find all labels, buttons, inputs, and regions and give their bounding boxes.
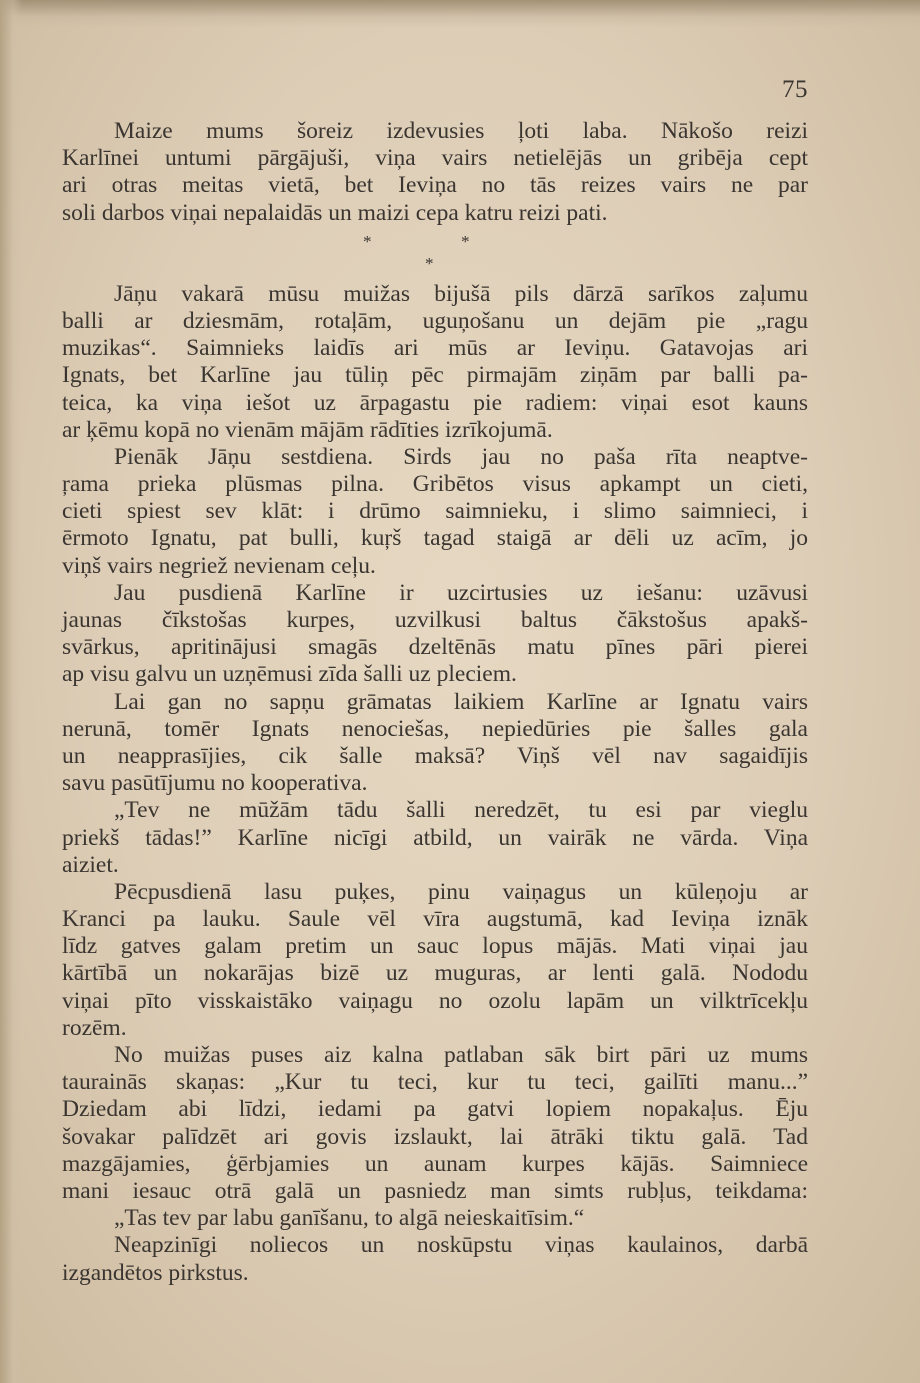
text-line: taurainās skaņas: „Kur tu teci, kur tu teci, gailīti manu...” <box>62 1069 808 1096</box>
text-line: nerunā, tomēr Ignats nenociešas, nepiedūries pie šalles gala <box>62 715 808 742</box>
paragraph <box>62 444 808 580</box>
text-line: šovakar palīdzēt ari govis izslaukt, lai ātrāki tiktu galā. Tad <box>62 1123 808 1150</box>
paragraph <box>62 1205 808 1232</box>
text-line: Dziedam abi līdzi, iedami pa gatvi lopiem nopakaļus. Ēju <box>62 1096 808 1123</box>
text-line: Lai gan no sapņu grāmatas laikiem Karlīne ar Ignatu vairs <box>114 688 808 715</box>
paragraph <box>62 689 808 798</box>
asterisk-ornament: * <box>461 231 470 251</box>
section-separator <box>62 227 808 281</box>
text-line: viņš vairs negriež nevienam ceļu. <box>62 552 376 579</box>
text-line: mani iesauc otrā galā un pasniedz man simts rubļus, teikdama: <box>62 1177 808 1204</box>
text-line: ērmoto Ignatu, pat bulli, kuŗš tagad staigā ar dēli uz acīm, jo <box>62 525 808 552</box>
text-line: ar ķēmu kopā no vienām mājām rādīties izrīkojumā. <box>62 416 553 443</box>
text-line: Pienāk Jāņu sestdiena. Sirds jau no paša rīta neaptve- <box>114 443 808 470</box>
text-line: Karlīnei untumi pārgājuši, viņa vairs netielējās un gribēja cept <box>62 145 808 172</box>
text-line: cieti spiest sev klāt: i drūmo saimnieku, i slimo saimnieci, i <box>62 498 808 525</box>
text-line: Ignats, bet Karlīne jau tūliņ pēc pirmajām ziņām par balli pa- <box>62 362 808 389</box>
text-line: līdz gatves galam pretim un sauc lopus mājās. Mati viņai jau <box>62 933 808 960</box>
page-number: 75 <box>782 76 808 103</box>
text-line: ap visu galvu un uzņēmusi zīda šalli uz pleciem. <box>62 661 517 688</box>
text-line: „Tev ne mūžām tādu šalli neredzēt, tu esi par vieglu <box>114 797 808 824</box>
asterisk-ornament: * <box>425 253 434 273</box>
text-line: aiziet. <box>62 851 119 878</box>
text-line: No muižas puses aiz kalna patlaban sāk birt pāri uz mums <box>114 1042 808 1068</box>
text-line: Jau pusdienā Karlīne ir uzcirtusies uz iešanu: uzāvusi <box>114 579 808 606</box>
text-line: izgandētos pirkstus. <box>62 1259 249 1286</box>
paragraph <box>62 118 808 227</box>
text-line: balli ar dziesmām, rotaļām, uguņošanu un dejām pie „ragu <box>62 307 808 334</box>
paragraph <box>62 797 808 879</box>
text-line: priekš tādas!” Karlīne nicīgi atbild, un vairāk ne vārda. Viņa <box>62 824 808 851</box>
text-line: Jāņu vakarā mūsu muižas bijušā pils dārzā sarīkos zaļumu <box>114 280 808 307</box>
page-left-edge-shadow <box>0 0 22 1383</box>
paragraph <box>62 879 808 1042</box>
page-body-text <box>62 118 808 1287</box>
text-line: Pēcpusdienā lasu puķes, pinu vaiņagus un kūleņoju ar <box>114 878 808 905</box>
paragraph <box>62 281 808 444</box>
text-line: Maize mums šoreiz izdevusies ļoti laba. Nākošo reizi <box>114 118 808 144</box>
text-line: teica, ka viņa iešot uz ārpagastu pie radiem: viņai esot kauns <box>62 389 808 416</box>
paragraph <box>62 1042 808 1205</box>
text-line: Neapzinīgi noliecos un noskūpstu viņas kaulainos, darbā <box>114 1232 808 1259</box>
text-line: ari otras meitas vietā, bet Ieviņa no tās reizes vairs ne par <box>62 172 808 199</box>
text-line: rozēm. <box>62 1014 127 1041</box>
text-line: muzikas“. Saimnieks laidīs ari mūs ar Ieviņu. Gatavojas ari <box>62 335 808 362</box>
asterisk-ornament: * <box>363 231 372 251</box>
text-line: mazgājamies, ģērbjamies un aunam kurpes kājās. Saimniece <box>62 1150 808 1177</box>
page-top-edge-shadow <box>0 0 920 28</box>
text-line: „Tas tev par labu ganīšanu, to algā neieskaitīsim.“ <box>114 1205 585 1232</box>
text-line: viņai pīto visskaistāko vaiņagu no ozolu lapām un vilktrīcekļu <box>62 987 808 1014</box>
text-line: Kranci pa lauku. Saule vēl vīra augstumā, kad Ieviņa iznāk <box>62 906 808 933</box>
paragraph <box>62 1232 808 1286</box>
text-line: svārkus, apritinājusi smagās dzeltēnās matu pīnes pāri pierei <box>62 634 808 661</box>
text-line: savu pasūtījumu no kooperativa. <box>62 770 368 797</box>
text-line: kārtībā un nokarājas bizē uz muguras, ar lenti galā. Nododu <box>62 960 808 987</box>
text-line: ŗama prieka plūsmas pilna. Gribētos visus apkampt un cieti, <box>62 471 808 498</box>
text-line: jaunas čīkstošas kurpes, uzvilkusi baltus čākstošus apakš- <box>62 607 808 633</box>
text-line: un neapprasījies, cik šalle maksā? Viņš vēl nav sagaidījis <box>62 742 808 769</box>
paragraph <box>62 580 808 689</box>
text-line: soli darbos viņai nepalaidās un maizi cepa katru reizi pati. <box>62 199 608 226</box>
